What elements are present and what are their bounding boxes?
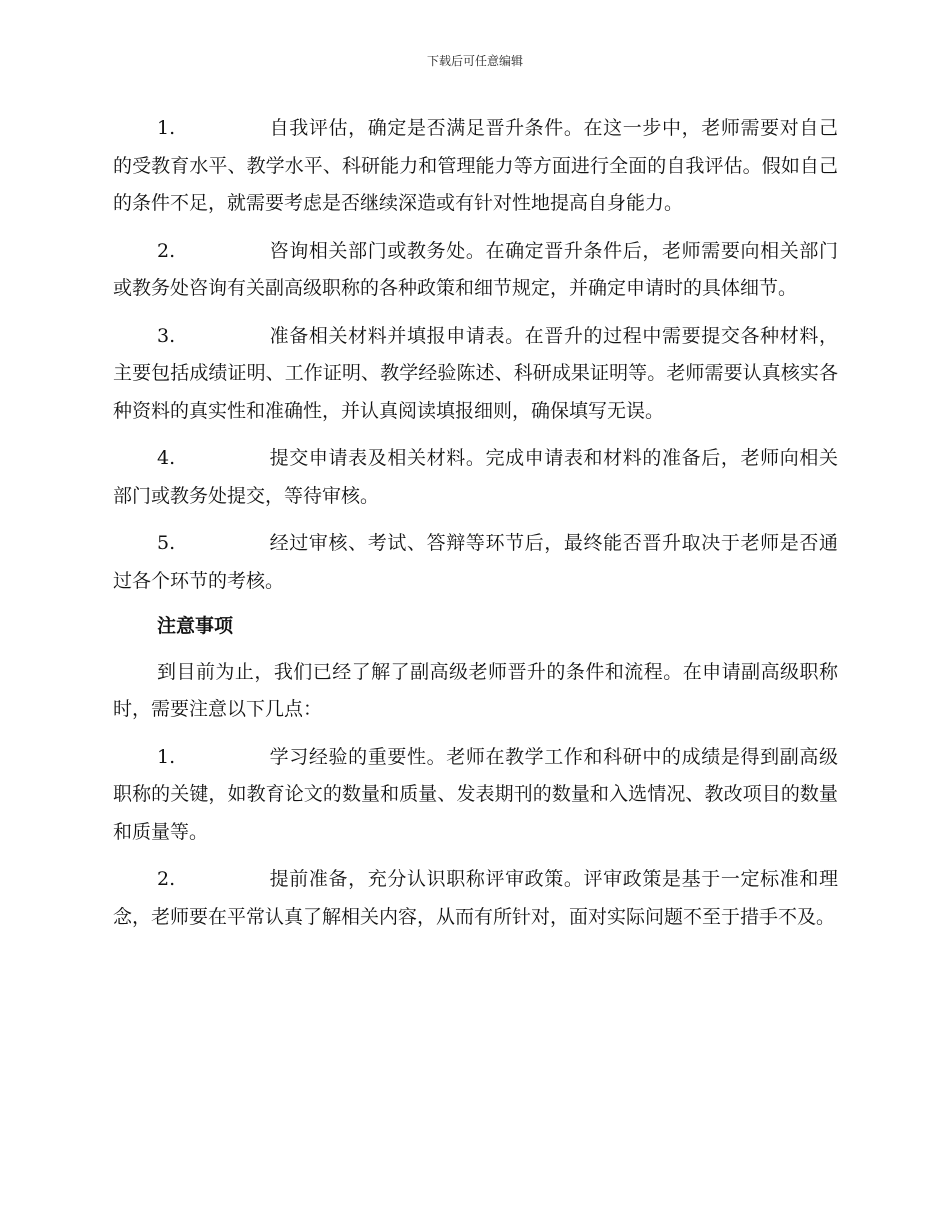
- list-item-number: 2.: [157, 868, 176, 890]
- list-item-text: 提交申请表及相关材料。完成申请表和材料的准备后，老师向相关部门或教务处提交，等待审核。: [113, 447, 838, 507]
- list-item-text: 准备相关材料并填报申请表。在晋升的过程中需要提交各种材料，主要包括成绩证明、工作证明、教学经验陈述、科研成果证明等。老师需要认真核实各种资料的真实性和准确性，并认真阅读填报细则，确保填写无误。: [113, 324, 838, 422]
- list-item: [113, 233, 838, 308]
- list-item: [113, 110, 838, 223]
- list-item-text: 提前准备，充分认识职称评审政策。评审政策是基于一定标准和理念，老师要在平常认真了解相关内容，从而有所针对，面对实际问题不至于措手不及。: [113, 868, 838, 928]
- list-item-text: 经过审核、考试、答辩等环节后，最终能否晋升取决于老师是否通过各个环节的考核。: [113, 532, 838, 592]
- page-header: [0, 52, 950, 70]
- list-item-text: 自我评估，确定是否满足晋升条件。在这一步中，老师需要对自己的受教育水平、教学水平、科研能力和管理能力等方面进行全面的自我评估。假如自己的条件不足，就需要考虑是否继续深造或有针对性地提高自身能力。: [113, 117, 838, 214]
- list-item-number: 4.: [157, 447, 176, 469]
- document-body: [113, 110, 838, 936]
- section-heading: 注意事项: [157, 615, 234, 637]
- list-item: [113, 440, 838, 515]
- list-item: [113, 318, 838, 431]
- list-item-number: 1.: [157, 745, 176, 768]
- intro-paragraph: 到目前为止，我们已经了解了副高级老师晋升的条件和流程。在申请副高级职称时，需要注意以下几点：: [113, 660, 838, 720]
- list-item-text: 咨询相关部门或教务处。在确定晋升条件后，老师需要向相关部门或教务处咨询有关副高级职称的各种政策和细节规定，并确定申请时的具体细节。: [113, 239, 838, 299]
- list-item-number: 1.: [157, 117, 176, 139]
- list-item: [113, 739, 838, 852]
- header-text: 下载后可任意编辑: [426, 54, 523, 68]
- list-item-number: 2.: [157, 239, 176, 262]
- list-item-number: 3.: [157, 324, 176, 347]
- list-item: [113, 525, 838, 600]
- list-item: [113, 861, 838, 936]
- list-item-text: 学习经验的重要性。老师在教学工作和科研中的成绩是得到副高级职称的关键，如教育论文的数量和质量、发表期刊的数量和入选情况、教改项目的数量和质量等。: [113, 745, 838, 843]
- list-item-number: 5.: [157, 532, 176, 554]
